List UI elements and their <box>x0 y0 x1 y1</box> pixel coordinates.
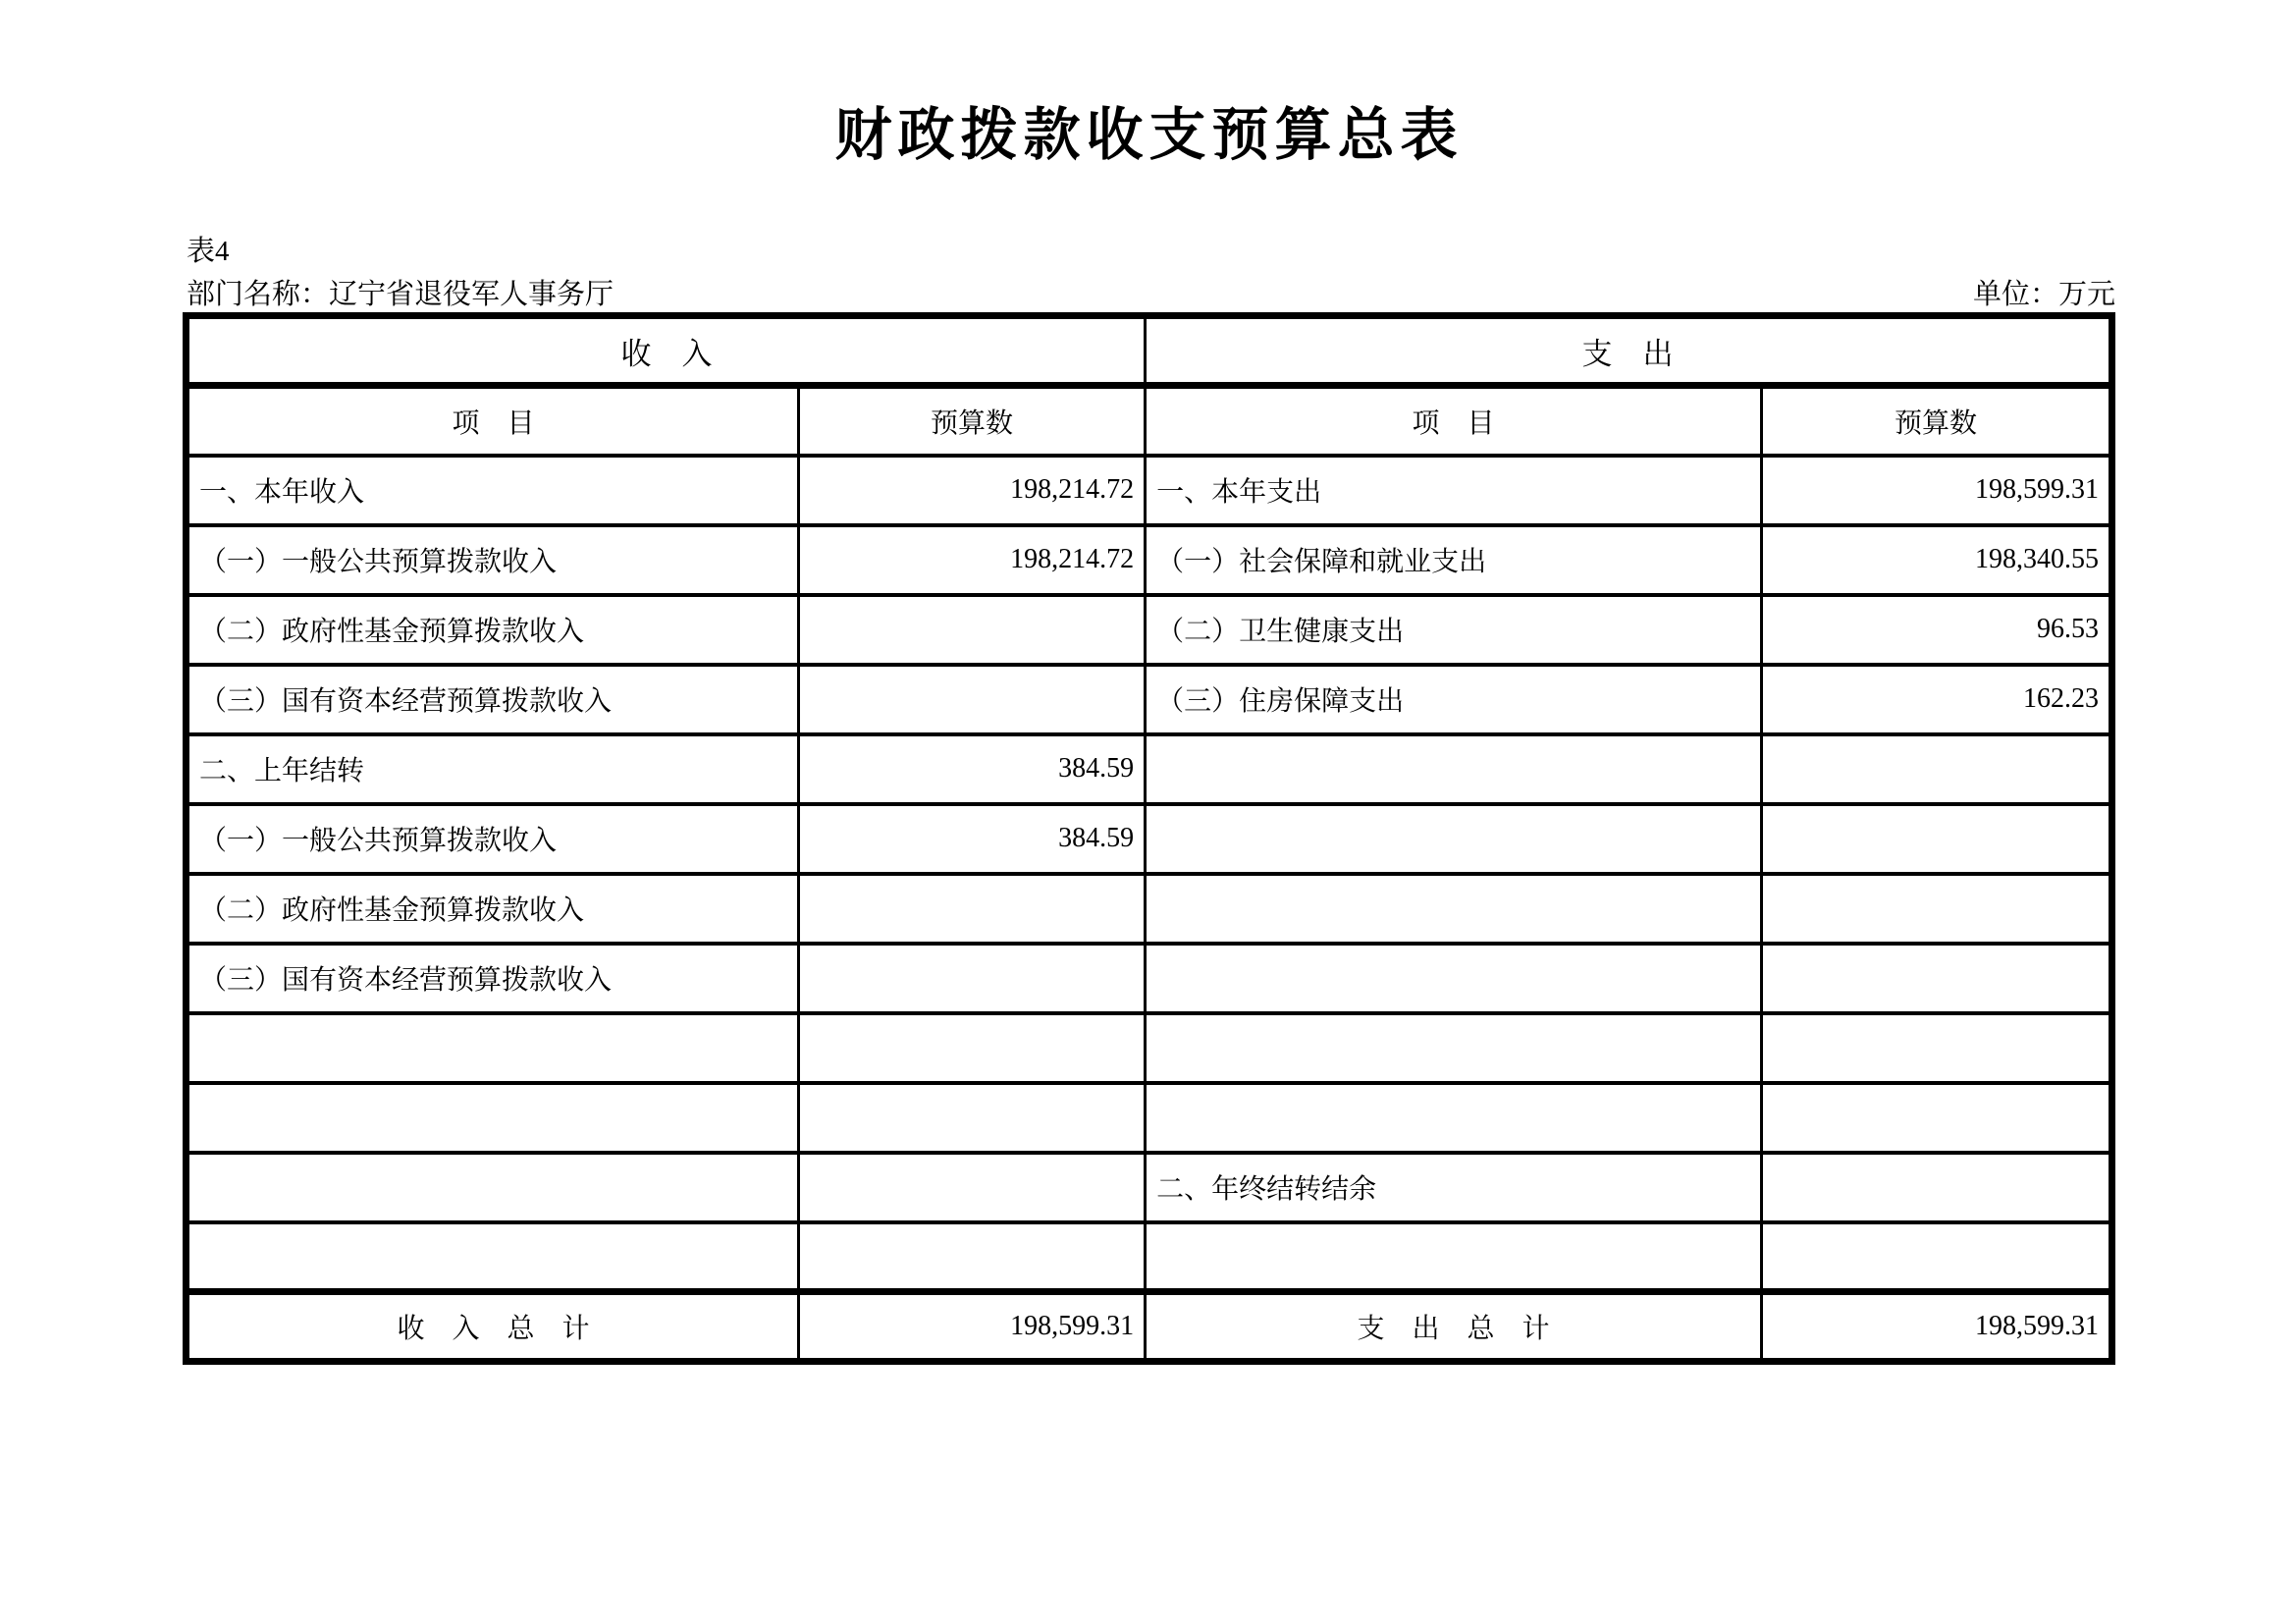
budget-table <box>183 312 2115 1365</box>
income-budget-cell: 384.59 <box>798 734 1145 804</box>
income-budget-header: 预算数 <box>798 386 1145 456</box>
table-number: 表4 <box>187 236 230 267</box>
expenditure-item-cell: （一）社会保障和就业支出 <box>1146 525 1762 595</box>
expenditure-budget-cell: 198,599.31 <box>1761 456 2111 525</box>
section-header-row <box>187 316 2112 386</box>
income-budget-cell <box>798 1222 1145 1292</box>
income-item-cell <box>187 1013 799 1083</box>
table-row <box>187 1153 2112 1222</box>
table-row <box>187 456 2112 525</box>
expenditure-item-cell: 二、年终结转结余 <box>1146 1153 1762 1222</box>
income-budget-cell <box>798 944 1145 1013</box>
expenditure-item-cell <box>1146 1013 1762 1083</box>
income-budget-cell <box>798 1013 1145 1083</box>
expenditure-budget-cell: 162.23 <box>1761 665 2111 734</box>
table-row <box>187 1083 2112 1153</box>
expenditure-item-cell: 一、本年支出 <box>1146 456 1762 525</box>
income-budget-cell <box>798 665 1145 734</box>
income-item-cell: （二）政府性基金预算拨款收入 <box>187 595 799 665</box>
table-row <box>187 804 2112 874</box>
expenditure-section-header: 支 出 <box>1146 316 2112 386</box>
income-item-cell: 二、上年结转 <box>187 734 799 804</box>
expenditure-budget-cell: 198,340.55 <box>1761 525 2111 595</box>
department-name: 部门名称：辽宁省退役军人事务厅 <box>187 279 614 310</box>
income-section-header: 收 入 <box>187 316 1146 386</box>
page-title: 财政拨款收支预算总表 <box>834 103 1464 167</box>
expenditure-budget-cell <box>1761 734 2111 804</box>
expenditure-item-cell <box>1146 1083 1762 1153</box>
totals-row <box>187 1292 2112 1362</box>
income-budget-cell: 198,214.72 <box>798 456 1145 525</box>
income-budget-cell <box>798 1083 1145 1153</box>
income-budget-cell: 384.59 <box>798 804 1145 874</box>
expenditure-total-value: 198,599.31 <box>1761 1292 2111 1362</box>
expenditure-budget-cell: 96.53 <box>1761 595 2111 665</box>
income-item-cell: 一、本年收入 <box>187 456 799 525</box>
expenditure-budget-cell <box>1761 944 2111 1013</box>
table-row <box>187 1222 2112 1292</box>
column-header-row <box>187 386 2112 456</box>
income-budget-cell: 198,214.72 <box>798 525 1145 595</box>
table-row <box>187 525 2112 595</box>
expenditure-budget-cell <box>1761 874 2111 944</box>
income-item-cell: （二）政府性基金预算拨款收入 <box>187 874 799 944</box>
income-budget-cell <box>798 874 1145 944</box>
expenditure-budget-cell <box>1761 1083 2111 1153</box>
income-budget-cell <box>798 595 1145 665</box>
income-item-cell <box>187 1153 799 1222</box>
table-row <box>187 595 2112 665</box>
expenditure-total-label: 支 出 总 计 <box>1146 1292 1762 1362</box>
expenditure-item-cell: （三）住房保障支出 <box>1146 665 1762 734</box>
table-row <box>187 734 2112 804</box>
table-row <box>187 1013 2112 1083</box>
expenditure-item-cell <box>1146 944 1762 1013</box>
expenditure-item-cell <box>1146 804 1762 874</box>
expenditure-item-cell <box>1146 874 1762 944</box>
expenditure-item-cell <box>1146 734 1762 804</box>
expenditure-item-cell: （二）卫生健康支出 <box>1146 595 1762 665</box>
table-row <box>187 665 2112 734</box>
unit-label: 单位：万元 <box>1972 279 2115 310</box>
income-item-cell: （一）一般公共预算拨款收入 <box>187 525 799 595</box>
income-budget-cell <box>798 1153 1145 1222</box>
expenditure-budget-cell <box>1761 1153 2111 1222</box>
income-item-cell: （一）一般公共预算拨款收入 <box>187 804 799 874</box>
income-item-cell <box>187 1083 799 1153</box>
income-item-header: 项 目 <box>187 386 799 456</box>
expenditure-budget-cell <box>1761 1013 2111 1083</box>
table-row <box>187 874 2112 944</box>
income-item-cell: （三）国有资本经营预算拨款收入 <box>187 944 799 1013</box>
income-item-cell: （三）国有资本经营预算拨款收入 <box>187 665 799 734</box>
expenditure-budget-header: 预算数 <box>1761 386 2111 456</box>
table-row <box>187 944 2112 1013</box>
income-total-label: 收 入 总 计 <box>187 1292 799 1362</box>
income-total-value: 198,599.31 <box>798 1292 1145 1362</box>
expenditure-budget-cell <box>1761 804 2111 874</box>
expenditure-item-cell <box>1146 1222 1762 1292</box>
income-item-cell <box>187 1222 799 1292</box>
expenditure-budget-cell <box>1761 1222 2111 1292</box>
expenditure-item-header: 项 目 <box>1146 386 1762 456</box>
